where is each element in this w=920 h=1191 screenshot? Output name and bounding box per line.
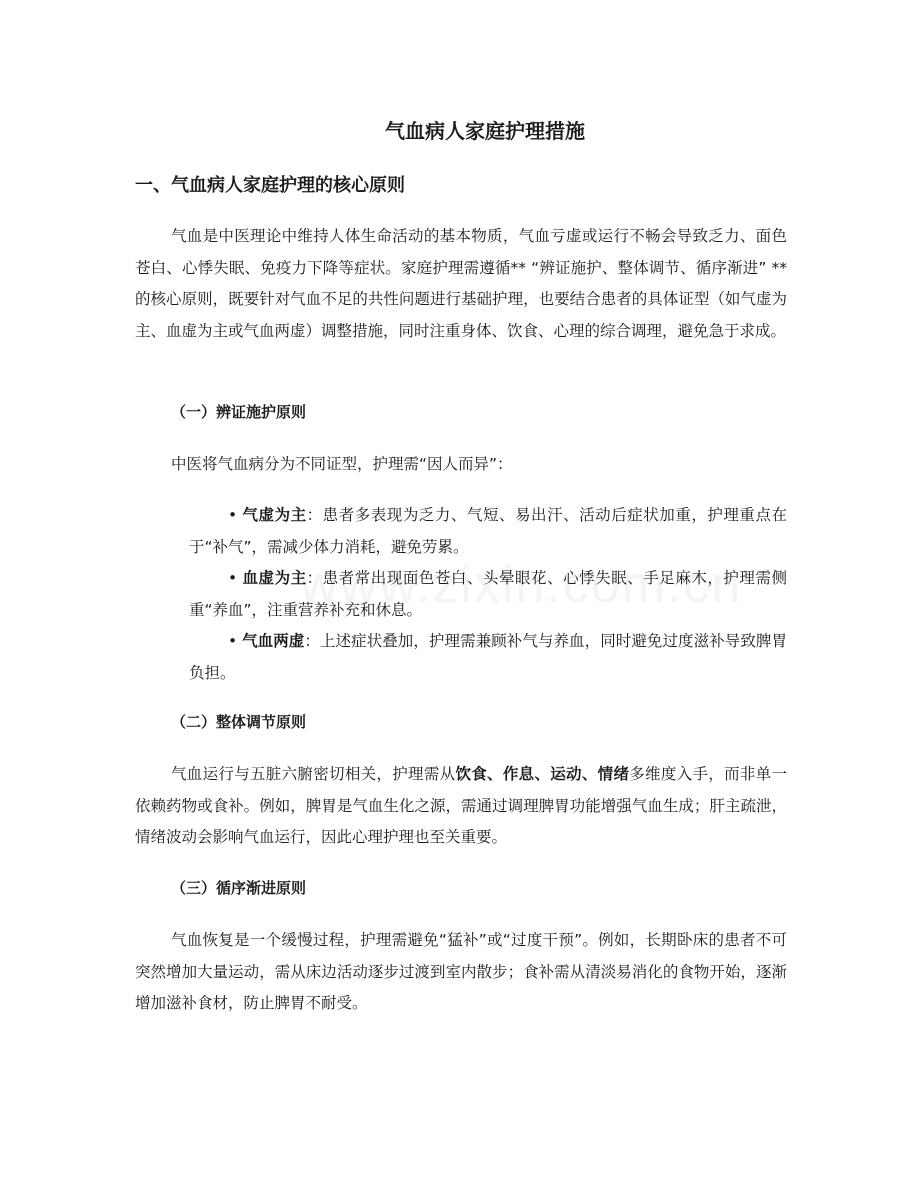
list-item (189, 500, 787, 563)
section-heading: 一、气血病人家庭护理的核心原则 (135, 175, 405, 196)
list-item-term: 气虚为主 (242, 506, 307, 524)
subsection-heading-3: （三）循序渐进原则 (171, 879, 307, 897)
intro-paragraph: 气血是中医理论中维持人体生命活动的基本物质，气血亏虚或运行不畅会导致乏力、面色苍白、心悸失眠、免疫力下降等症状。家庭护理需遵循** “辨证施护、整体调节、循序渐进” **的核心原则，既要针对气血不足的共性问题进行基础护理，也要结合患者的具体证型（如气虚为主、血虚为主或气血两虚）调整措施，同时注重身体、饮食、心理的综合调理，避免急于求成。 (135, 227, 787, 340)
subsection-2-text-a: 气血运行与五脏六腑密切相关，护理需从 (171, 765, 456, 783)
subsection-3-paragraph: 气血恢复是一个缓慢过程，护理需避免“猛补”或“过度干预”。例如，长期卧床的患者不可突然增加大量运动，需从床边活动逐步过渡到室内散步；食补需从清淡易消化的食物开始，逐渐增加滋补食材，防止脾胃不耐受。 (135, 931, 787, 1012)
list-item (189, 626, 787, 689)
list-item-text: ：患者常出现面色苍白、头晕眼花、心悸失眠、手足麻木，护理需侧重“养血”，注重营养补充和休息。 (189, 569, 787, 619)
subsection-1-lead: 中医将气血病分为不同证型，护理需“因人而异”： (171, 455, 513, 473)
subsection-heading-1: （一）辨证施护原则 (171, 403, 307, 421)
bullet-icon: • (228, 632, 238, 650)
bullet-icon: • (228, 569, 238, 587)
document-title: 气血病人家庭护理措施 (385, 119, 585, 143)
list-item-text: ：上述症状叠加，护理需兼顾补气与养血，同时避免过度滋补导致脾胃负担。 (189, 632, 787, 682)
subsection-2-paragraph (135, 759, 787, 854)
syndrome-list (189, 500, 787, 689)
bullet-icon: • (228, 506, 238, 524)
list-item (189, 563, 787, 626)
subsection-heading-2: （二）整体调节原则 (171, 713, 307, 731)
list-item-term: 气血两虚 (242, 632, 305, 650)
list-item-text: ：患者多表现为乏力、气短、易出汗、活动后症状加重，护理重点在于“补气”，需减少体力消耗，避免劳累。 (189, 506, 787, 556)
list-item-term: 血虚为主 (242, 569, 307, 587)
subsection-2-text-b: 多维度入手，而非单一依赖药物或食补。例如，脾胃是气血生化之源，需通过调理脾胃功能增强气血生成；肝主疏泄，情绪波动会影响气血运行，因此心理护理也至关重要。 (135, 765, 787, 846)
subsection-2-bold: 饮食、作息、运动、情绪 (455, 765, 630, 783)
